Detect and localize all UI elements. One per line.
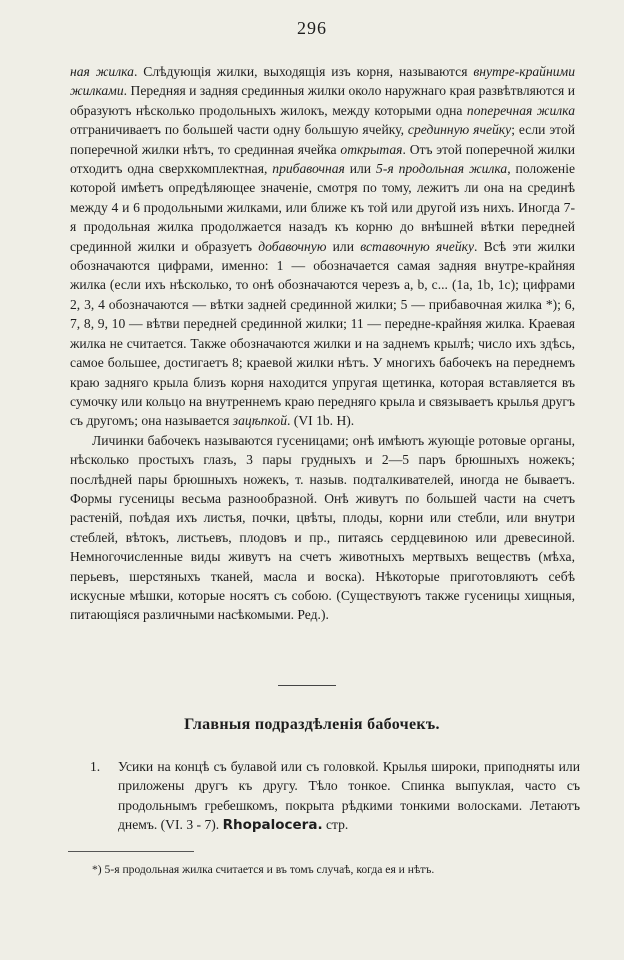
italic-term: добавочную [258, 238, 327, 254]
section-divider [278, 685, 336, 686]
italic-term: вставочную ячейку [360, 238, 475, 254]
footnote: *) 5-я продольная жилка считается и въ томъ случаѣ, когда ея и нѣтъ. [92, 863, 435, 876]
italic-term: внутре-крайними жилками [70, 64, 575, 99]
italic-term: ная жилка [70, 64, 134, 79]
italic-term: открытая [340, 141, 403, 157]
section-heading: Главныя подраздѣленія бабочекъ. [184, 716, 440, 733]
list-item [90, 757, 580, 836]
item-number: 1. [90, 759, 101, 774]
paragraph-caterpillars: Личинки бабочекъ называются гусеницами; онѣ имѣютъ жующіе ротовые органы, нѣсколько простыхъ глазъ, 3 пары грудныхъ и 2—5 паръ брюшныхъ ножекъ; послѣдней пары брюшныхъ ножекъ, т. назыв. подталкивателей, иногда не бываетъ. Формы гусеницы весьма разнообразной. Онѣ живутъ по большей части на счетъ растеній, поѣдая ихъ листья, почки, цвѣты, плоды, корни или стебли, или внутри стеблей, вѣтокъ, листьевъ, плодовъ и пр., питаясь сердцевиною или древесиной. Немногочисленные виды живутъ на счетъ животныхъ мертвыхъ веществъ (мѣха, перьевъ, шерстяныхъ тканей, масла и воска). Нѣкоторые приготовляютъ себѣ искусные мѣшки, которые носятъ съ собою. (Существуютъ также гусеницы хищныя, питающіяся различными насѣкомыми. Ред.). [70, 432, 575, 623]
italic-term: 5-я продольная жилка [376, 161, 508, 177]
italic-term: срединную ячейку [407, 122, 512, 138]
italic-term: прибавочная [272, 161, 345, 177]
paragraph-wing-veins: ная жилка. Слѣдующія жилки, выходящія изъ корня, называются внутре-крайними жилками. Передняя и задняя срединныя жилки около наружнаго края развѣтвляются и образуютъ нѣсколько продольныхъ жилокъ, между которыми одна поперечная жилка отграничиваетъ по большей части одну большую ячейку, срединную ячейку; если этой поперечной жилки нѣтъ, то срединная ячейка открытая. Отъ этой поперечной жилки отходитъ одна сверхкомплектная, прибавочная или 5-я продольная жилка, положеніе которой имѣетъ опредѣляющее значеніе, смотря по тому, лежитъ ли она на срединѣ между 4 и 6 продольными жилками, или ближе къ той или другой изъ нихъ. Иногда 7-я продольная жилка продолжается назадъ къ корню до внѣшней вѣтки передней срединной жилки и образуетъ добавочную или вставочную ячейку. Всѣ эти жилки обозначаются цифрами, именно: 1 — обозначается самая задняя внутре-крайняя жилка (если ихъ нѣсколько, то онѣ обозначаются черезъ a, b, c... (1a, 1b, 1c); цифрами 2, 3, 4 обозначаются — вѣтки задней срединной жилки; 5 — прибавочная жилка *); 6, 7, 8, 9, 10 — вѣтви передней срединной жилки; 11 — передне-крайняя жилка. Краевая жилка не считается. Также обозначаются жилки и на заднемъ крылѣ; число ихъ здѣсь, самое большее, достигаетъ 8; краевой жилки нѣтъ. У многихъ бабочекъ на переднемъ краю задняго крыла близъ корня находится упругая щетинка, которая вставляется въ сумочку или кольцо на внутреннемъ краю передняго крыла и связываетъ крылья другъ съ другомъ; она называется зацѣпкой. (VI 1b. H). [70, 64, 576, 429]
italic-term: поперечная жилка [466, 102, 575, 118]
footnote-rule [68, 851, 194, 852]
body-text [70, 62, 575, 625]
group-name: Rhopalocera. [222, 817, 323, 834]
item-text: Усики на концѣ съ булавой или съ головкой. Крылья широки, приподняты или приложены другъ къ другу. Тѣло тонкое. Спинка выпуклая, часто съ продольнымъ гребешкомъ, покрыта рѣдкими тонкими волосками. Летаютъ днемъ. (VI. 3 - 7). Rhopalocera. стр. [118, 759, 580, 834]
page-number: 296 [297, 18, 327, 38]
italic-term: зацѣпкой [232, 413, 287, 429]
